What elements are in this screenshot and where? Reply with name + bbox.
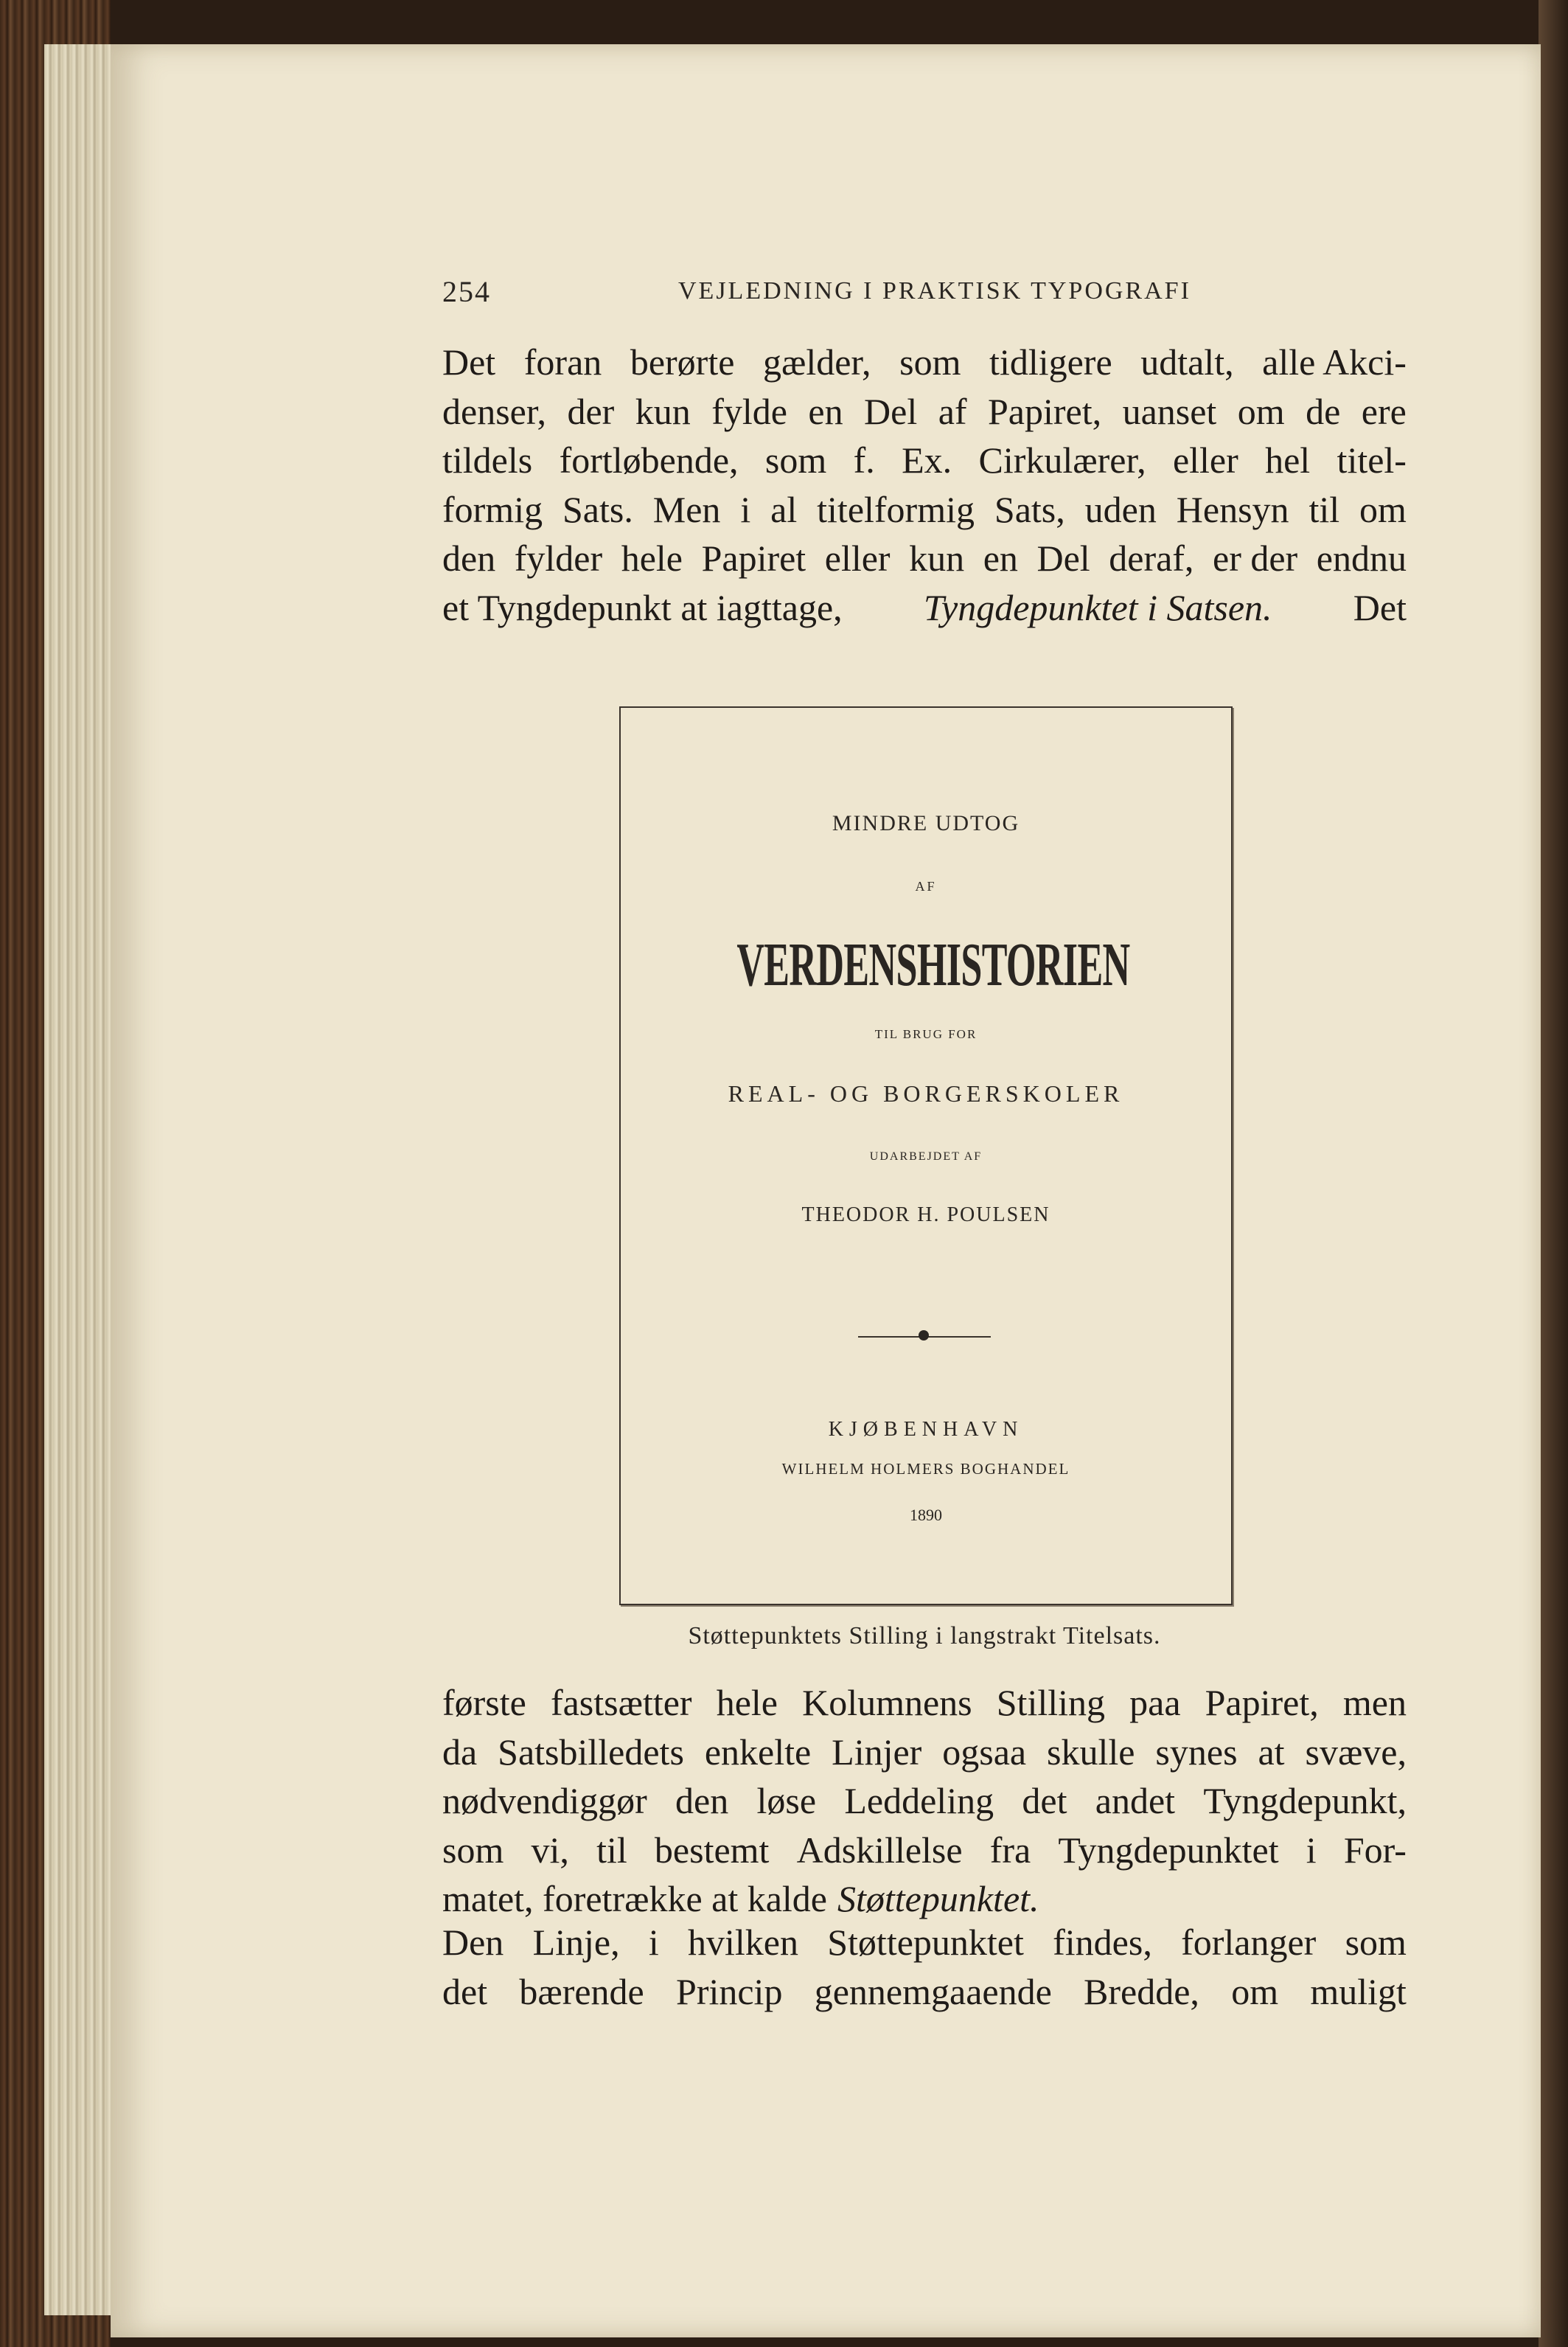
text-line: [442, 488, 1407, 537]
word: det: [442, 1970, 488, 2012]
word: skulle: [1047, 1731, 1135, 1773]
word: Tyngdepunktet: [1058, 1829, 1279, 1871]
text-line: [442, 586, 1407, 635]
text-line: [442, 1970, 1407, 2019]
title-page-figure: [619, 706, 1233, 1605]
word: i: [740, 488, 751, 530]
word: Sats.: [562, 488, 633, 530]
word: om: [1359, 488, 1407, 530]
word: muligt: [1310, 1970, 1407, 2012]
word: Cirkulærer,: [978, 439, 1146, 481]
word: berørte: [630, 341, 735, 383]
word: fortløbende,: [559, 439, 739, 481]
word: ogsaa: [942, 1731, 1027, 1773]
book-cover-edge: [1539, 0, 1568, 2347]
word: foran: [523, 341, 602, 383]
word: Papiret,: [988, 390, 1102, 432]
word: Linjer: [832, 1731, 922, 1773]
text-line: [442, 341, 1407, 389]
word: hele: [716, 1682, 778, 1723]
word: tildels: [442, 439, 533, 481]
line-start: matet, foretrække at kalde: [442, 1878, 827, 1919]
figure-line-6: UDARBEJDET AF: [869, 1150, 983, 1163]
word: kun: [909, 538, 965, 579]
word: eller: [824, 538, 891, 579]
word: formig: [442, 488, 543, 530]
word: at: [1258, 1731, 1285, 1773]
figure-line-2: AF: [915, 879, 937, 894]
word: Det: [442, 341, 496, 383]
word: Ex.: [902, 439, 952, 481]
word: Princip: [676, 1970, 783, 2012]
text-line: [442, 390, 1407, 439]
word: synes: [1155, 1731, 1238, 1773]
word: gælder,: [762, 341, 871, 383]
word: titelformig: [817, 488, 975, 530]
word: denser,: [442, 390, 546, 432]
ornament-dot-icon: [919, 1330, 929, 1341]
word: hvilken: [688, 1922, 798, 1963]
word: Den: [442, 1922, 504, 1963]
word: paa: [1129, 1682, 1181, 1723]
word: eller: [1172, 439, 1238, 481]
word: nødvendiggør: [442, 1780, 647, 1821]
word: som: [1345, 1922, 1407, 1963]
figure-author: THEODOR H. POULSEN: [801, 1203, 1050, 1226]
figure-city: KJØBENHAVN: [828, 1418, 1024, 1441]
text-line: [442, 1829, 1407, 1877]
word: i: [648, 1922, 659, 1963]
word: al: [770, 488, 798, 530]
word: alle Akci-: [1262, 341, 1407, 383]
word: deraf,: [1109, 538, 1194, 579]
word: hel: [1265, 439, 1311, 481]
word: den: [675, 1780, 729, 1821]
word: Leddeling: [844, 1780, 994, 1821]
word: Sats,: [994, 488, 1065, 530]
word: en: [808, 390, 843, 432]
word: Hensyn: [1176, 488, 1289, 530]
word: som: [442, 1829, 504, 1871]
word: Papiret,: [1205, 1682, 1319, 1723]
word: bærende: [519, 1970, 644, 2012]
word: er der: [1213, 538, 1298, 579]
word: udtalt,: [1140, 341, 1234, 383]
line-start: et Tyngdepunkt at iagttage,: [442, 586, 843, 628]
figure-publisher: WILHELM HOLMERS BOGHANDEL: [781, 1460, 1070, 1478]
word: andet: [1095, 1780, 1176, 1821]
word: Stilling: [996, 1682, 1106, 1723]
word: første: [442, 1682, 526, 1723]
word: om: [1231, 1970, 1279, 2012]
figure-line-1: MINDRE UDTOG: [832, 811, 1020, 835]
word: For-: [1343, 1829, 1407, 1871]
word: Del: [864, 390, 918, 432]
word: enkelte: [704, 1731, 812, 1773]
word: uanset: [1122, 390, 1217, 432]
word: om: [1237, 390, 1285, 432]
word: kun: [635, 390, 691, 432]
text-line: [442, 439, 1407, 487]
word: til: [1309, 488, 1340, 530]
word: f.: [853, 439, 875, 481]
word: fra: [989, 1829, 1031, 1871]
word: en: [983, 538, 1018, 579]
word: ere: [1361, 390, 1407, 432]
word: titel-: [1337, 439, 1407, 481]
word: den: [442, 538, 496, 579]
word: Kolumnens: [802, 1682, 972, 1723]
word: som: [764, 439, 827, 481]
word: forlanger: [1181, 1922, 1317, 1963]
running-title: VEJLEDNING I PRAKTISK TYPOGRAFI: [678, 277, 1191, 305]
word: i: [1306, 1829, 1317, 1871]
italic-term: Tyngdepunktet i Satsen.: [923, 586, 1272, 628]
figure-caption: Støttepunktets Stilling i langstrakt Titelsats.: [688, 1622, 1161, 1649]
word: men: [1342, 1682, 1407, 1723]
text-line: [442, 1731, 1407, 1779]
word: gennemgaaende: [814, 1970, 1052, 2012]
word: som: [899, 341, 961, 383]
word: uden: [1084, 488, 1157, 530]
line-end: Det: [1353, 586, 1407, 628]
word: tidligere: [989, 341, 1112, 383]
word: bestemt: [654, 1829, 770, 1871]
word: til: [596, 1829, 627, 1871]
word: Tyngdepunkt,: [1203, 1780, 1407, 1821]
word: findes,: [1053, 1922, 1152, 1963]
word: Men: [652, 488, 721, 530]
word: af: [938, 390, 967, 432]
italic-term: Støttepunktet.: [837, 1878, 1039, 1919]
text-line: [442, 1877, 1407, 1926]
running-head: [442, 274, 1371, 319]
word: Del: [1036, 538, 1090, 579]
word: vi,: [531, 1829, 569, 1871]
word: Papiret: [701, 538, 806, 579]
figure-line-4: TIL BRUG FOR: [874, 1027, 978, 1041]
word: Satsbilledets: [498, 1731, 684, 1773]
text-line: [442, 537, 1407, 585]
text-line: [442, 1779, 1407, 1828]
text-line: [442, 1681, 1407, 1730]
figure-main-title: VERDENSHISTORIEN: [736, 931, 1130, 999]
word: løse: [756, 1780, 817, 1821]
word: hele: [621, 538, 683, 579]
word: det: [1022, 1780, 1067, 1821]
word: endnu: [1316, 538, 1407, 579]
figure-year: 1890: [910, 1506, 942, 1524]
word: Støttepunktet: [827, 1922, 1024, 1963]
word: der: [567, 390, 615, 432]
word: Bredde,: [1084, 1970, 1199, 2012]
word: da: [442, 1731, 478, 1773]
word: Adskillelse: [796, 1829, 963, 1871]
page-number: 254: [442, 275, 491, 308]
word: Linje,: [532, 1922, 620, 1963]
word: svæve,: [1305, 1731, 1407, 1773]
word: fylde: [711, 390, 787, 432]
word: de: [1306, 390, 1341, 432]
word: fylder: [514, 538, 603, 579]
text-line: [442, 1921, 1407, 1969]
figure-line-5: REAL- OG BORGERSKOLER: [728, 1080, 1124, 1107]
word: fastsætter: [550, 1682, 692, 1723]
